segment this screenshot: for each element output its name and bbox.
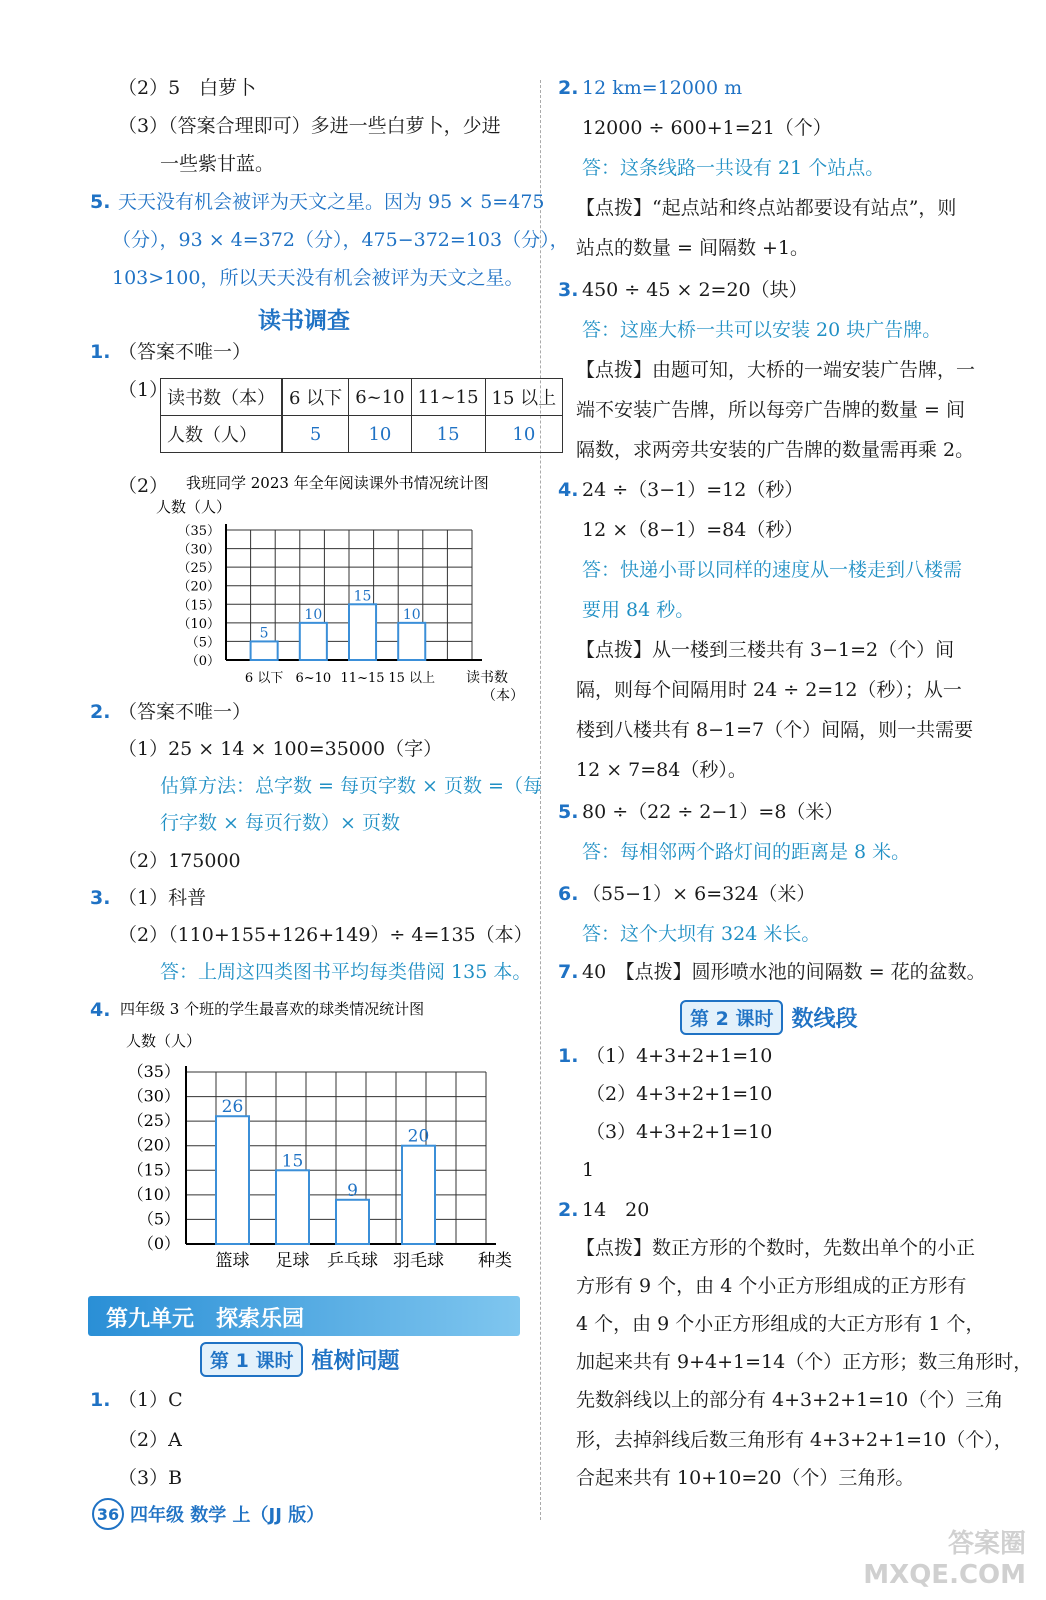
table-cell: 15 以上 bbox=[485, 379, 563, 416]
question-number: 1. bbox=[558, 1045, 579, 1067]
table-cell: 10 bbox=[485, 416, 563, 453]
tip-line: 【点拨】由题可知，大桥的一端安装广告牌，一 bbox=[576, 359, 976, 381]
answer-line: （1）4+3+2+1=10 bbox=[586, 1045, 773, 1067]
answer-line: （分），93 × 4=372（分），475−372=103（分）， bbox=[112, 229, 569, 251]
answer-line: 450 ÷ 45 × 2=20（块） bbox=[582, 279, 808, 301]
table-cell: 11~15 bbox=[411, 379, 485, 416]
bar bbox=[398, 623, 425, 660]
tip-line: 隔，则每个间隔用时 24 ÷ 2=12（秒）；从一 bbox=[576, 679, 962, 701]
bar bbox=[336, 1200, 369, 1244]
question-number: 3. bbox=[90, 887, 111, 909]
x-tick-label: 6 以下 bbox=[244, 671, 284, 686]
tip-line: 【点拨】从一楼到三楼共有 3−1=2（个）间 bbox=[576, 639, 955, 661]
question-number: 5. bbox=[90, 191, 111, 213]
answer-line: 24 ÷（3−1）=12（秒） bbox=[582, 479, 804, 501]
answer-line: 答：上周这四类图书平均每类借阅 135 本。 bbox=[160, 961, 532, 983]
tip-line: 先数斜线以上的部分有 4+3+2+1=10（个）三角 bbox=[576, 1389, 1004, 1411]
x-tick-label: 11~15 bbox=[340, 671, 385, 686]
x-tick-label: 足球 bbox=[275, 1251, 310, 1271]
answer-line: （2）4+3+2+1=10 bbox=[586, 1083, 773, 1105]
y-tick-label: （20） bbox=[127, 1135, 180, 1155]
question-number: 5. bbox=[558, 801, 579, 823]
answer-line: （1）科普 bbox=[118, 887, 207, 909]
tip-line: 合起来共有 10+10=20（个）三角形。 bbox=[576, 1467, 915, 1489]
y-axis-label: 人数（人） bbox=[156, 498, 232, 516]
unit-banner bbox=[88, 1296, 520, 1336]
question-number: 7. bbox=[558, 961, 579, 983]
answer-line: （1）C bbox=[118, 1389, 183, 1411]
table-cell: 15 bbox=[411, 416, 485, 453]
question-number: 3. bbox=[558, 279, 579, 301]
y-tick-label: （0） bbox=[137, 1234, 180, 1253]
answer-line: 答：这条线路一共设有 21 个站点。 bbox=[582, 157, 885, 179]
bar-value-label: 10 bbox=[304, 606, 323, 623]
answer-line: （3）B bbox=[118, 1467, 183, 1489]
y-tick-label: （0） bbox=[185, 654, 220, 669]
answer-line: 103>100，所以天天没有机会被评为天文之星。 bbox=[112, 267, 524, 289]
x-tick-label: 篮球 bbox=[215, 1251, 250, 1271]
part-label: （1） bbox=[118, 379, 169, 401]
bar bbox=[216, 1116, 249, 1244]
x-tick-label: 15 以上 bbox=[388, 671, 436, 686]
x-axis-unit: （本） bbox=[482, 688, 524, 704]
tip-line: 站点的数量 = 间隔数 +1。 bbox=[576, 237, 810, 259]
x-axis-label: 种类 bbox=[478, 1251, 512, 1271]
y-tick-label: （30） bbox=[177, 542, 220, 558]
bar bbox=[276, 1170, 309, 1244]
answer-line: 答：每相邻两个路灯间的距离是 8 米。 bbox=[582, 841, 911, 863]
lesson-name: 数线段 bbox=[791, 1007, 858, 1032]
table-row bbox=[161, 379, 563, 416]
lesson-badge: 第 2 课时 bbox=[680, 1000, 783, 1035]
bar-value-label: 15 bbox=[281, 1151, 304, 1172]
lesson-header bbox=[200, 1342, 399, 1377]
section-title: 读书调查 bbox=[258, 308, 350, 334]
tip-line: 【点拨】“起点站和终点站都要设有站点”，则 bbox=[576, 197, 957, 219]
question-number: 6. bbox=[558, 883, 579, 905]
table-cell: 人数（人） bbox=[161, 416, 283, 453]
answer-line: （答案不唯一） bbox=[118, 701, 252, 723]
bar bbox=[251, 641, 278, 660]
question-number: 1. bbox=[90, 1389, 111, 1411]
answer-line: 天天没有机会被评为天文之星。因为 95 × 5=475 bbox=[118, 191, 545, 213]
answer-line: 40 【点拨】圆形喷水池的间隔数 = 花的盆数。 bbox=[582, 961, 986, 983]
answer-line: 一些紫甘蓝。 bbox=[160, 153, 275, 175]
answer-line: （答案不唯一） bbox=[118, 341, 252, 363]
answer-line: 估算方法：总字数 = 每页字数 × 页数 =（每 bbox=[160, 775, 542, 797]
bar-value-label: 5 bbox=[259, 625, 269, 642]
bar-value-label: 15 bbox=[353, 588, 372, 605]
chart-title: 四年级 3 个班的学生最喜欢的球类情况统计图 bbox=[120, 1000, 425, 1018]
watermark-url: MXQE.COM bbox=[863, 1560, 1026, 1590]
table-cell: 5 bbox=[282, 416, 349, 453]
tip-line: 12 × 7=84（秒）。 bbox=[576, 759, 747, 781]
answer-line: 答：这个大坝有 324 米长。 bbox=[582, 923, 821, 945]
answer-line: 要用 84 秒。 bbox=[582, 599, 695, 621]
answer-line: 80 ÷（22 ÷ 2−1）=8（米） bbox=[582, 801, 844, 823]
bar-value-label: 10 bbox=[402, 606, 421, 623]
tip-line: 方形有 9 个，由 4 个小正方形组成的正方形有 bbox=[576, 1275, 967, 1297]
bar bbox=[402, 1146, 435, 1244]
x-tick-label: 羽毛球 bbox=[393, 1251, 444, 1271]
tip-line: 形，去掉斜线后数三角形有 4+3+2+1=10（个）， bbox=[576, 1429, 1013, 1451]
reading-table bbox=[160, 378, 563, 453]
bar-value-label: 26 bbox=[221, 1097, 244, 1118]
answer-line: （55−1）× 6=324（米） bbox=[582, 883, 816, 905]
y-tick-label: （10） bbox=[177, 616, 220, 632]
table-cell: 6~10 bbox=[349, 379, 411, 416]
answer-line: （3）（答案合理即可）多进一些白萝卜，少进 bbox=[118, 115, 501, 137]
question-number: 2. bbox=[90, 701, 111, 723]
question-number: 1. bbox=[90, 341, 111, 363]
y-tick-label: （5） bbox=[137, 1209, 180, 1229]
answer-line: （1）25 × 14 × 100=35000（字） bbox=[118, 738, 443, 760]
answer-line: 14 20 bbox=[582, 1199, 650, 1221]
watermark-title: 答案圈 bbox=[947, 1529, 1026, 1559]
tip-line: 加起来共有 9+4+1=14（个）正方形；数三角形时， bbox=[576, 1351, 1033, 1373]
table-row bbox=[161, 416, 563, 453]
table-cell: 读书数（本） bbox=[161, 379, 283, 416]
question-number: 4. bbox=[558, 479, 579, 501]
y-tick-label: （20） bbox=[177, 579, 220, 595]
part-label: （2） bbox=[118, 475, 169, 497]
answer-line: 12000 ÷ 600+1=21（个） bbox=[582, 117, 832, 139]
y-tick-label: （35） bbox=[127, 1062, 180, 1081]
tip-line: 隔数，求两旁共安装的广告牌的数量需再乘 2。 bbox=[576, 439, 975, 461]
answer-line: 答：快递小哥以同样的速度从一楼走到八楼需 bbox=[582, 559, 963, 581]
bar bbox=[300, 623, 327, 660]
y-tick-label: （35） bbox=[177, 524, 220, 539]
ball-bar-chart bbox=[110, 996, 530, 1276]
answer-line: 行字数 × 每页行数）× 页数 bbox=[160, 812, 400, 834]
answer-line: 12 ×（8−1）=84（秒） bbox=[582, 519, 804, 541]
x-axis-label: 读书数 bbox=[466, 670, 508, 686]
tip-line: 4 个，由 9 个小正方形组成的大正方形有 1 个， bbox=[576, 1313, 985, 1335]
y-tick-label: （30） bbox=[127, 1086, 180, 1106]
answer-line: 1 bbox=[582, 1159, 595, 1181]
answer-line: （2）175000 bbox=[118, 850, 241, 872]
table-cell: 6 以下 bbox=[282, 379, 349, 416]
y-axis-label: 人数（人） bbox=[126, 1032, 202, 1050]
lesson-badge: 第 1 课时 bbox=[200, 1342, 303, 1377]
bar bbox=[349, 604, 376, 660]
reading-bar-chart bbox=[150, 470, 530, 710]
table-cell: 10 bbox=[349, 416, 411, 453]
lesson-name: 植树问题 bbox=[311, 1349, 400, 1374]
y-tick-label: （25） bbox=[127, 1111, 180, 1131]
tip-line: 端不安装广告牌，所以每旁广告牌的数量 = 间 bbox=[576, 399, 966, 421]
y-tick-label: （5） bbox=[185, 635, 220, 651]
y-tick-label: （10） bbox=[127, 1184, 180, 1204]
answer-line: 答：这座大桥一共可以安装 20 块广告牌。 bbox=[582, 319, 942, 341]
question-number: 4. bbox=[90, 999, 111, 1021]
x-tick-label: 6~10 bbox=[295, 671, 332, 686]
x-tick-label: 乒乓球 bbox=[327, 1251, 378, 1271]
page-number: 36 bbox=[92, 1498, 124, 1530]
y-tick-label: （15） bbox=[127, 1160, 180, 1180]
answer-line: 12 km=12000 m bbox=[582, 77, 743, 99]
answer-line: （3）4+3+2+1=10 bbox=[586, 1121, 773, 1143]
y-tick-label: （15） bbox=[177, 598, 220, 614]
column-divider bbox=[540, 80, 541, 1520]
tip-line: 楼到八楼共有 8−1=7（个）间隔，则一共需要 bbox=[576, 719, 974, 741]
chart-title: 我班同学 2023 年全年阅读课外书情况统计图 bbox=[186, 474, 489, 492]
question-number: 2. bbox=[558, 77, 579, 99]
question-number: 2. bbox=[558, 1199, 579, 1221]
lesson-header bbox=[680, 1000, 857, 1035]
watermark bbox=[863, 1523, 1026, 1590]
footer-text: 四年级 数学 上（JJ 版） bbox=[130, 1505, 325, 1526]
answer-line: （2）（110+155+126+149）÷ 4=135（本） bbox=[118, 924, 533, 946]
bar-value-label: 9 bbox=[347, 1180, 358, 1201]
page-footer bbox=[92, 1498, 324, 1530]
tip-line: 【点拨】数正方形的个数时，先数出单个的小正 bbox=[576, 1237, 976, 1259]
unit-title: 第九单元 探索乐园 bbox=[106, 1307, 305, 1332]
answer-line: （2）5 白萝卜 bbox=[118, 77, 257, 99]
y-tick-label: （25） bbox=[177, 561, 220, 577]
bar-value-label: 20 bbox=[407, 1126, 430, 1147]
answer-line: （2）A bbox=[118, 1429, 182, 1451]
